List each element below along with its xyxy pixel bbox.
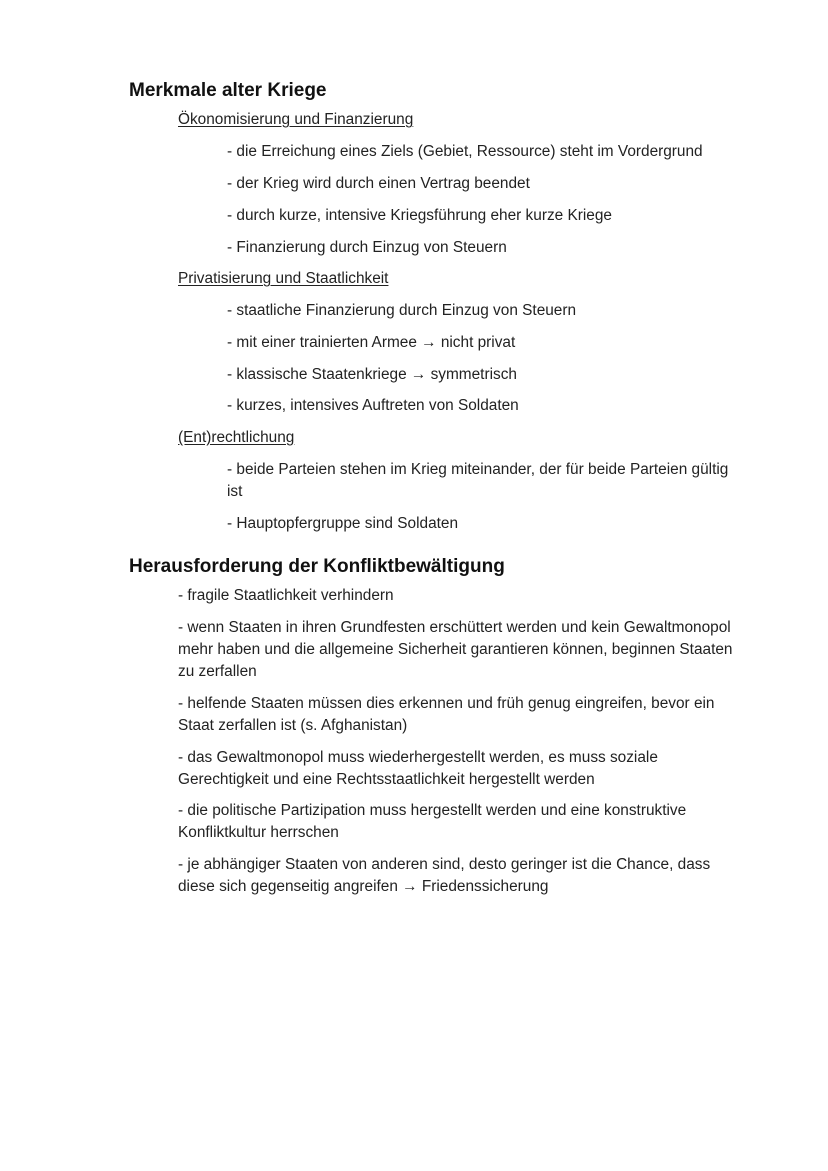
list-item: - staatliche Finanzierung durch Einzug von Steuern (227, 302, 577, 319)
paragraph-item: - helfende Staaten müssen dies erkennen und früh genug eingreifen, bevor ein Staat zerfallen ist (s. Afghanistan) (178, 695, 715, 734)
list-item: - die Erreichung eines Ziels (Gebiet, Ressource) steht im Vordergrund (227, 143, 703, 160)
subheading-oekonomisierung: Ökonomisierung und Finanzierung (178, 111, 414, 128)
paragraph-item: - je abhängiger Staaten von anderen sind, desto geringer ist die Chance, dass diese sich gegenseitig angreifen → Friedenssicherung (178, 856, 711, 895)
paragraph-item: - wenn Staaten in ihren Grundfesten erschüttert werden und kein Gewaltmonopol mehr haben und die allgemeine Sicherheit garantieren können, beginnen Staaten zu zerfallen (178, 619, 733, 680)
list-item: - durch kurze, intensive Kriegsführung eher kurze Kriege (227, 207, 612, 224)
paragraph-item: - das Gewaltmonopol muss wiederhergestellt werden, es muss soziale Gerechtigkeit und eine Rechtsstaatlichkeit hergestellt werden (178, 749, 658, 788)
list-item: - der Krieg wird durch einen Vertrag beendet (227, 175, 530, 192)
section-title-konfliktbewaeltigung: Herausforderung der Konfliktbewältigung (129, 556, 505, 577)
list-item: - kurzes, intensives Auftreten von Soldaten (227, 397, 519, 414)
subheading-privatisierung: Privatisierung und Staatlichkeit (178, 270, 389, 287)
list-item: - Finanzierung durch Einzug von Steuern (227, 239, 507, 256)
list-item: - mit einer trainierten Armee → nicht privat (227, 334, 516, 351)
list-item: - klassische Staatenkriege → symmetrisch (227, 366, 517, 383)
section-title-alte-kriege: Merkmale alter Kriege (129, 80, 327, 101)
paragraph-item: - die politische Partizipation muss hergestellt werden und eine konstruktive Konfliktkultur herrschen (178, 802, 687, 841)
list-item: - beide Parteien stehen im Krieg miteinander, der für beide Parteien gültig ist (227, 461, 729, 500)
paragraph-item: - fragile Staatlichkeit verhindern (178, 587, 394, 604)
subheading-entrechtlichung: (Ent)rechtlichung (178, 429, 295, 446)
list-item: - Hauptopfergruppe sind Soldaten (227, 515, 459, 532)
